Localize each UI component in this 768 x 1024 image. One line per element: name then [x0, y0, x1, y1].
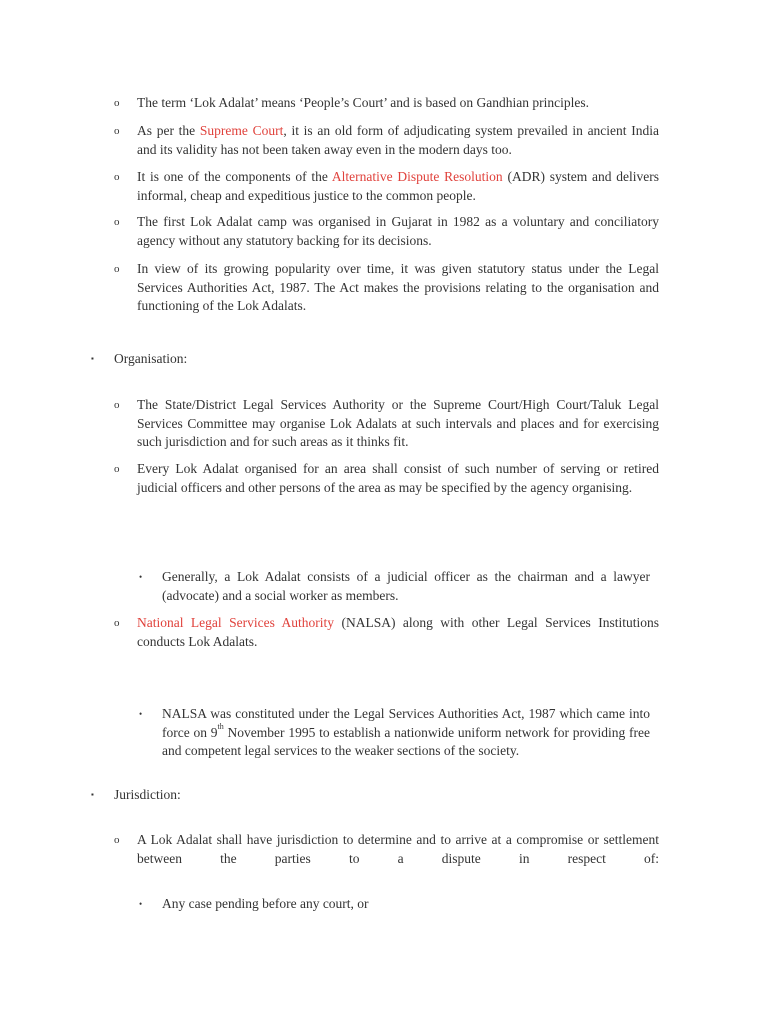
- list-item-text: Any case pending before any court, or: [162, 896, 369, 911]
- section-heading-text: Organisation:: [114, 351, 188, 366]
- circle-bullet-icon: o: [114, 463, 120, 475]
- list-item-text: The term ‘Lok Adalat’ means ‘People’s Court’ and is based on Gandhian principles.: [137, 95, 590, 110]
- list-item-text: In view of its growing popularity over time, it was given statutory status under the Legal Services Authorities Act, 1987. The Act makes the provisions relating to the organisation and functioning of the Lok Adalats.: [137, 261, 659, 313]
- list-item-text: As per the Supreme Court, it is an old form of adjudicating system prevailed in ancient India and its validity has not been taken away even in the modern days too.: [137, 123, 660, 157]
- circle-bullet-icon: o: [114, 171, 120, 183]
- circle-bullet-icon: o: [114, 834, 120, 846]
- square-bullet-icon: ▪: [91, 790, 94, 799]
- circle-bullet-icon: o: [114, 617, 120, 629]
- list-item-text: National Legal Services Authority (NALSA) along with other Legal Services Institutions conducts Lok Adalats.: [137, 615, 660, 649]
- list-item-text: Generally, a Lok Adalat consists of a judicial officer as the chairman and a lawyer (advocate) and a social worker as members.: [162, 569, 650, 603]
- list-item-text: The State/District Legal Services Authority or the Supreme Court/High Court/Taluk Legal Services Committee may organise Lok Adalats at such intervals and places and for exercising such jurisdiction and for such areas as it thinks fit.: [137, 397, 659, 449]
- dot-bullet-icon: •: [139, 572, 143, 582]
- list-item-text: Every Lok Adalat organised for an area shall consist of such number of serving or retired judicial officers and other persons of the area as may be specified by the agency organising.: [137, 461, 659, 495]
- circle-bullet-icon: o: [114, 263, 120, 275]
- nalsa-link[interactable]: National Legal Services Authority: [137, 615, 335, 630]
- list-item-text: NALSA was constituted under the Legal Services Authorities Act, 1987 which came into force on 9th November 1995 to establish a nationwide uniform network for providing free and competent legal services to the weaker sections of the society.: [162, 706, 650, 758]
- list-item-text: It is one of the components of the Alternative Dispute Resolution (ADR) system and delivers informal, cheap and expeditious justice to the common people.: [137, 169, 659, 203]
- square-bullet-icon: ▪: [91, 354, 94, 363]
- dot-bullet-icon: •: [139, 899, 143, 909]
- circle-bullet-icon: o: [114, 125, 120, 137]
- dot-bullet-icon: •: [139, 709, 143, 719]
- section-heading-text: Jurisdiction:: [114, 787, 181, 802]
- circle-bullet-icon: o: [114, 399, 120, 411]
- supreme-court-link[interactable]: Supreme Court: [199, 123, 284, 138]
- circle-bullet-icon: o: [114, 216, 120, 228]
- alternative-dispute-resolution-link[interactable]: Alternative Dispute Resolution: [331, 169, 503, 184]
- list-item-text: The first Lok Adalat camp was organised in Gujarat in 1982 as a voluntary and conciliatory agency without any statutory backing for its decisions.: [137, 214, 659, 248]
- list-item-text: A Lok Adalat shall have jurisdiction to determine and to arrive at a compromise or settlement between the parties to a dispute in respect of:: [137, 832, 659, 866]
- circle-bullet-icon: o: [114, 97, 120, 109]
